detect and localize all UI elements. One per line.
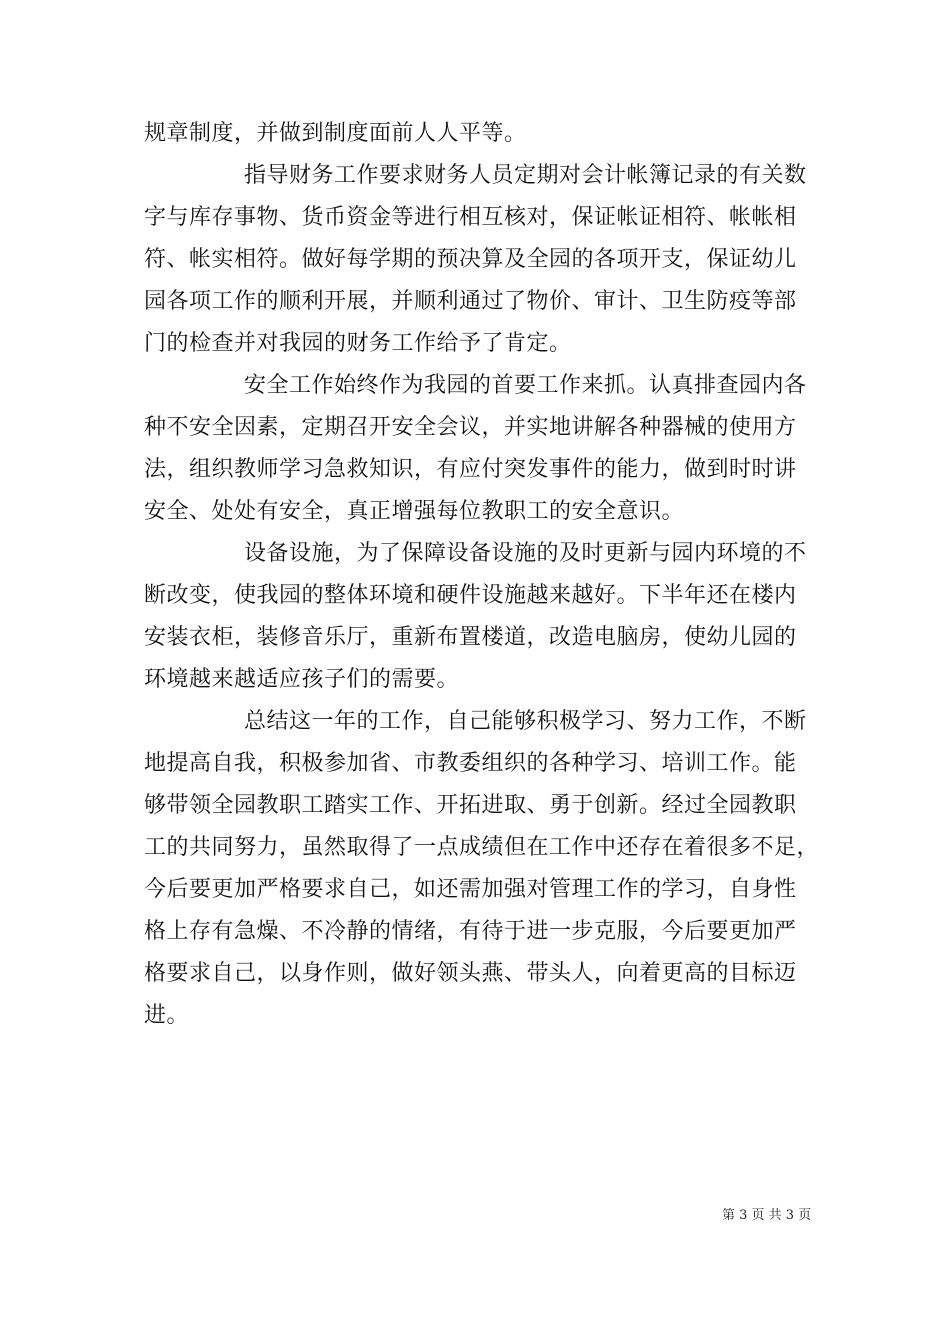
text-line: 今后要更加严格要求自己，如还需加强对管理工作的学习，自身性 — [144, 877, 797, 902]
text-line: 园各项工作的顺利开展，并顺利通过了物价、审计、卫生防疫等部 — [144, 289, 797, 314]
text-line: 地提高自我，积极参加省、市教委组织的各种学习、培训工作。能 — [144, 751, 797, 776]
paragraph-first-line: 指导财务工作要求财务人员定期对会计帐簿记录的有关数 — [244, 163, 807, 188]
text-line: 门的检查并对我园的财务工作给予了肯定。 — [144, 331, 572, 356]
text-line: 进。 — [144, 1003, 190, 1028]
text-line: 格要求自己，以身作则，做好领头燕、带头人，向着更高的目标迈 — [144, 961, 797, 986]
text-line: 格上存有急燥、不冷静的情绪，有待于进一步克服，今后要更加严 — [144, 919, 797, 944]
text-line: 安全、处处有安全，真正增强每位教职工的安全意识。 — [144, 499, 685, 524]
paragraph-first-line: 总结这一年的工作，自己能够积极学习、努力工作，不断 — [244, 709, 807, 734]
page-number: 第 3 页 共 3 页 — [722, 1208, 812, 1223]
text-line: 规章制度，并做到制度面前人人平等。 — [144, 121, 527, 146]
text-line: 安装衣柜，装修音乐厅，重新布置楼道，改造电脑房，使幼儿园的 — [144, 625, 797, 650]
paragraph-first-line: 安全工作始终作为我园的首要工作来抓。认真排查园内各 — [244, 373, 807, 398]
document-body — [144, 113, 820, 1037]
text-line: 环境越来越适应孩子们的需要。 — [144, 667, 460, 692]
text-line: 符、帐实相符。做好每学期的预决算及全园的各项开支，保证幼儿 — [144, 247, 797, 272]
paragraph-first-line: 设备设施，为了保障设备设施的及时更新与园内环境的不 — [244, 541, 807, 566]
text-line: 工的共同努力，虽然取得了一点成绩但在工作中还存在着很多不足， — [144, 835, 820, 860]
text-line: 够带领全园教职工踏实工作、开拓进取、勇于创新。经过全园教职 — [144, 793, 797, 818]
text-line: 断改变，使我园的整体环境和硬件设施越来越好。下半年还在楼内 — [144, 583, 797, 608]
text-line: 种不安全因素，定期召开安全会议，并实地讲解各种器械的使用方 — [144, 415, 797, 440]
text-line: 字与库存事物、货币资金等进行相互核对，保证帐证相符、帐帐相 — [144, 205, 797, 230]
text-line: 法，组织教师学习急救知识，有应付突发事件的能力，做到时时讲 — [144, 457, 797, 482]
